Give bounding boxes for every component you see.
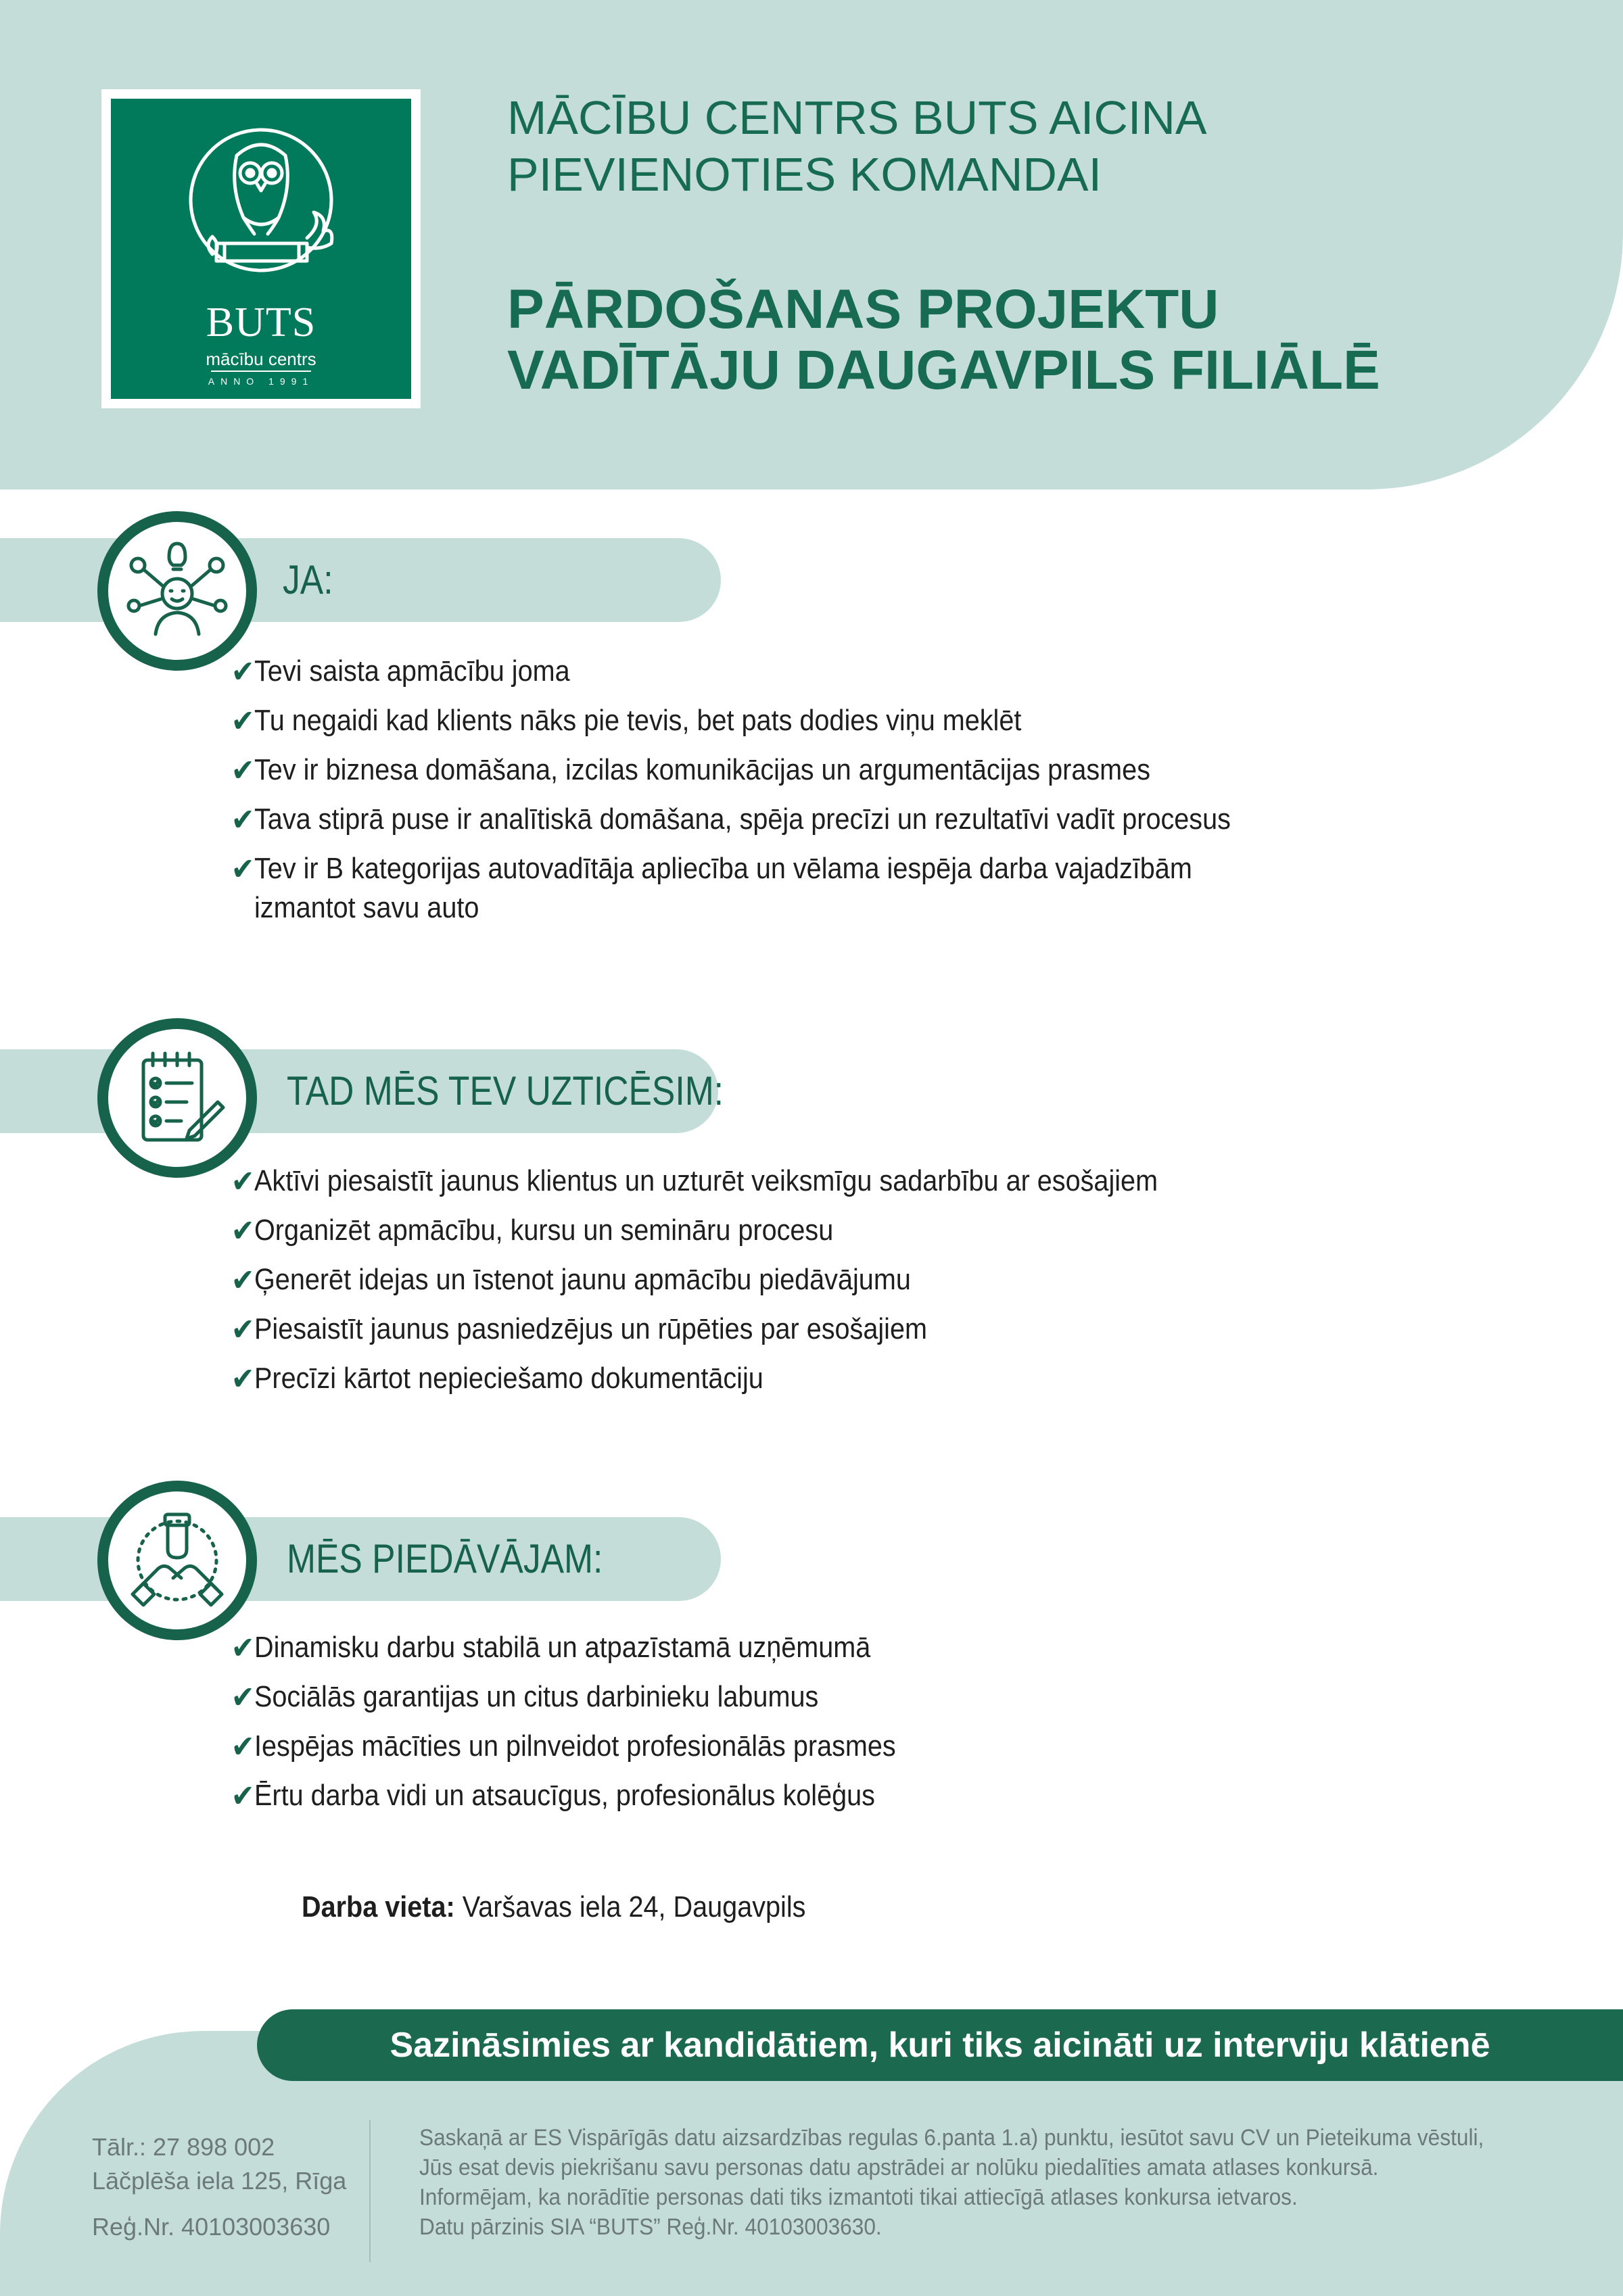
footer-divider [369,2120,371,2262]
section-offer-badge [97,1481,257,1640]
list-item: ✔ Ērtu darba vidi un atsaucīgus, profesionālus kolēģus [254,1776,875,1815]
section-offer-title: MĒS PIEDĀVĀJAM: [287,1536,603,1581]
section-trust-badge [97,1018,257,1178]
gdpr-line: Jūs esat devis piekrišanu savu personas datu apstrādei ar nolūku piedalīties amata atlases konkursā. [419,2155,1379,2180]
list-item: ✔ Organizēt apmācību, kursu un semināru procesu [254,1211,833,1250]
list-item: ✔ Piesaistīt jaunus pasniedzējus un rūpēties par esošajiem [254,1310,927,1349]
list-item: ✔ Precīzi kārtot nepieciešamo dokumentāciju [254,1359,763,1398]
contact-reg-number: Reģ.Nr. 40103003630 [92,2213,331,2241]
checkmark-icon: ✔ [231,1778,255,1813]
checkmark-icon: ✔ [231,802,255,837]
list-item: ✔ Tev ir biznesa domāšana, izcilas komunikācijas un argumentācijas prasmes [254,750,1150,790]
intro-line-2: PIEVIENOTIES KOMANDAI [507,148,1102,201]
workplace [302,1888,805,1927]
workplace-label: Darba vieta: [302,1890,455,1923]
section-ja-title: JA: [283,557,333,602]
contact-phone: Tālr.: 27 898 002 [92,2133,275,2161]
workplace-address: Varšavas iela 24, Daugavpils [454,1890,806,1923]
section-ja-badge [97,511,257,671]
list-item: ✔ Tava stiprā puse ir analītiskā domāšana, spēja precīzi un rezultatīvi vadīt procesus [254,800,1231,839]
checkmark-icon: ✔ [231,1312,255,1347]
buts-logo [101,89,421,408]
list-item: ✔ Dinamisku darbu stabilā un atpazīstamā uzņēmumā [254,1628,870,1667]
checkmark-icon: ✔ [231,1164,255,1199]
list-item: ✔ Aktīvi piesaistīt jaunus klientus un uzturēt veiksmīgu sadarbību ar esošajiem [254,1162,1158,1201]
checkmark-icon: ✔ [231,752,255,788]
checkmark-icon: ✔ [231,1213,255,1248]
section-trust-title: TAD MĒS TEV UZTICĒSIM: [287,1068,724,1114]
checkmark-icon: ✔ [231,654,255,689]
checkmark-icon: ✔ [231,1679,255,1715]
position-title-line-2: VADĪTĀJU DAUGAVPILS FILIĀLĒ [507,339,1380,401]
logo-divider [211,370,311,372]
checkmark-icon: ✔ [231,1361,255,1396]
logo-anno: ANNO 1991 [208,376,314,387]
checkmark-icon: ✔ [231,1262,255,1297]
contact-address: Lāčplēša iela 125, Rīga [92,2167,347,2195]
gdpr-line: Informējam, ka norādītie personas dati tiks izmantoti tikai attiecīgā atlases konkursa ietvaros. [419,2184,1298,2210]
checkmark-icon: ✔ [231,703,255,738]
gdpr-line: Datu pārzinis SIA “BUTS” Reģ.Nr. 40103003630. [419,2214,882,2240]
idea-person-icon [124,538,230,644]
list-item: ✔ Iespējas mācīties un pilnveidot profesionālās prasmes [254,1727,896,1766]
checkmark-icon: ✔ [231,851,255,886]
owl-icon [111,99,411,302]
logo-subtitle: mācību centrs [206,349,316,369]
list-item: ✔ Tev ir B kategorijas autovadītāja apliecība un vēlama iespēja darba vajadzībām izmantot savu auto [254,849,1192,928]
position-title-line-1: PĀRDOŠANAS PROJEKTU [507,279,1219,340]
gdpr-notice [419,2123,1484,2242]
checklist-notepad-icon [124,1045,230,1151]
teamwork-hands-icon [124,1508,230,1613]
checkmark-icon: ✔ [231,1630,255,1665]
list-item: ✔ Sociālās garantijas un citus darbinieku labumus [254,1677,818,1717]
intro-line-1: MĀCĪBU CENTRS BUTS AICINA [507,91,1207,144]
gdpr-line: Saskaņā ar ES Vispārīgās datu aizsardzības regulas 6.panta 1.a) punktu, iesūtot savu CV un Pieteikuma vēstuli, [419,2125,1484,2151]
logo-wordmark: BUTS [206,300,316,345]
list-item: ✔ Tevi saista apmācību joma [254,652,570,691]
contact-banner: Sazināsimies ar kandidātiem, kuri tiks aicināti uz interviju klātienē [257,2009,1623,2081]
list-item: ✔ Tu negaidi kad klients nāks pie tevis, bet pats dodies viņu meklēt [254,701,1021,740]
list-item: ✔ Ģenerēt idejas un īstenot jaunu apmācību piedāvājumu [254,1260,911,1299]
checkmark-icon: ✔ [231,1729,255,1764]
